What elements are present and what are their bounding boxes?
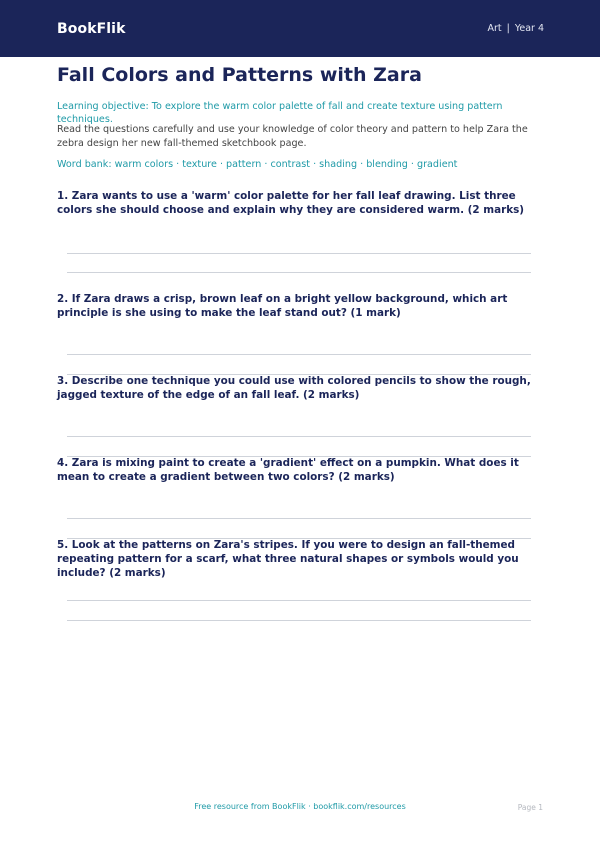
answer-line[interactable] (67, 253, 531, 254)
question-3: 3. Describe one technique you could use with colored pencils to show the rough, jagged texture of the edge of an fall leaf. (2 marks) (57, 375, 531, 401)
footer (0, 802, 600, 816)
answer-line[interactable] (67, 272, 531, 273)
footer-credit-link[interactable]: Free resource from BookFlik · bookflik.com/resources (194, 802, 406, 811)
answer-line[interactable] (67, 436, 531, 437)
header-bar (0, 0, 600, 57)
answer-line[interactable] (67, 518, 531, 519)
word-bank: Word bank: warm colors · texture · pattern · contrast · shading · blending · gradient (57, 159, 458, 170)
question-2: 2. If Zara draws a crisp, brown leaf on a bright yellow background, which art principle is she using to make the leaf stand out? (1 mark) (57, 293, 508, 319)
page-number: Page 1 (517, 803, 543, 812)
learning-objective: Learning objective: To explore the warm color palette of fall and create texture using pattern techniques. (57, 101, 503, 125)
separator: | (506, 23, 510, 34)
instructions-text: Read the questions carefully and use your knowledge of color theory and pattern to help Zara the zebra design her new fall-themed sketchbook page. (57, 124, 528, 149)
subject-label: Art (487, 23, 502, 34)
question-5: 5. Look at the patterns on Zara's stripes. If you were to design an fall-themed repeating pattern for a scarf, what three natural shapes or symbols would you include? (2 marks) (57, 539, 519, 579)
subject-year-label (487, 23, 544, 34)
answer-line[interactable] (67, 354, 531, 355)
year-label: Year 4 (514, 23, 544, 34)
question-1: 1. Zara wants to use a 'warm' color palette for her fall leaf drawing. List three colors she should choose and explain why they are considered warm. (2 marks) (57, 190, 525, 216)
brand-logo[interactable]: BookFlik (57, 20, 126, 37)
answer-line[interactable] (67, 600, 531, 601)
answer-line[interactable] (67, 620, 531, 621)
question-4: 4. Zara is mixing paint to create a 'gradient' effect on a pumpkin. What does it mean to create a gradient between two colors? (2 marks) (57, 457, 519, 483)
worksheet-title: Fall Colors and Patterns with Zara (57, 64, 422, 86)
